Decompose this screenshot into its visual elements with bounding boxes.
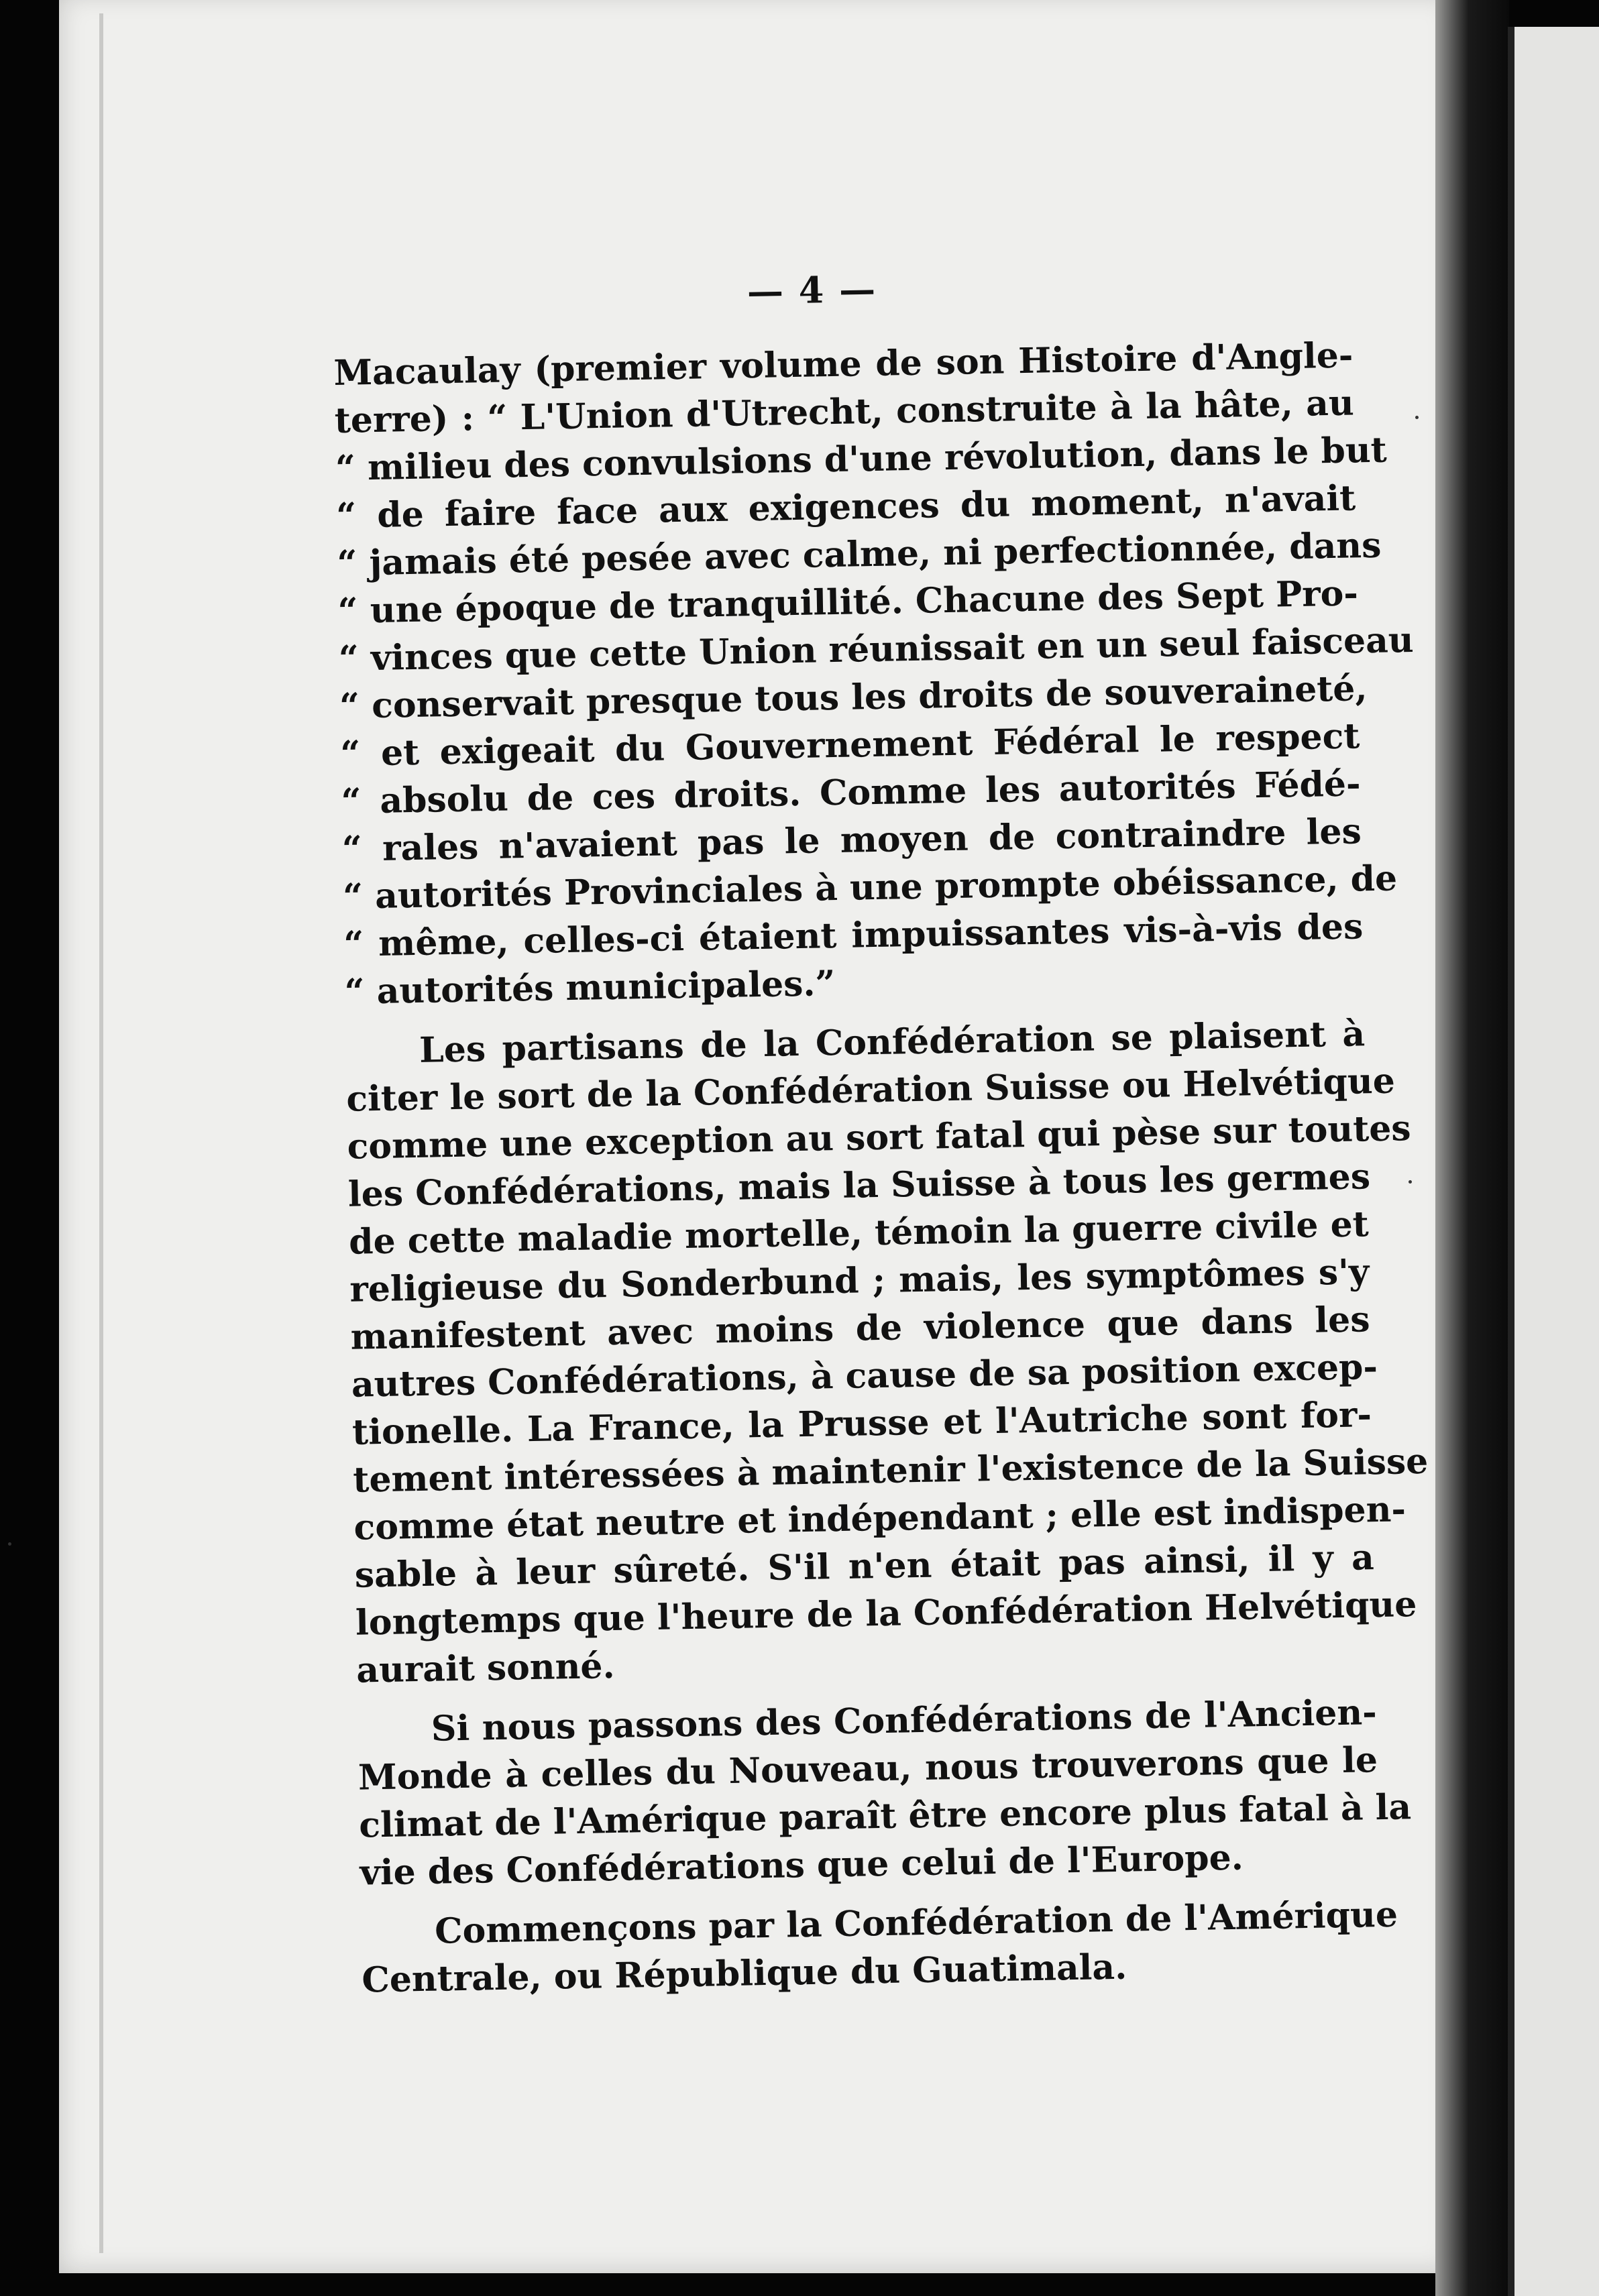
adjacent-page-sliver — [1508, 27, 1599, 2296]
text-line: tionelle. La France, la Prusse et l'Autriche sont for- — [351, 1394, 1372, 1453]
text-line: religieuse du Sonderbund ; mais, les symptômes s'y — [349, 1251, 1370, 1310]
text-line: “ et exigeait du Gouvernement Fédéral le respect — [339, 715, 1360, 774]
text-line: “ milieu des convulsions d'une révolution, dans le but — [335, 429, 1388, 489]
text-line: Commençons par la Confédération de l'Amérique — [434, 1894, 1398, 1952]
scan-speck — [1415, 416, 1419, 419]
text-line: citer le sort de la Confédération Suisse ou Helvétique — [345, 1060, 1396, 1120]
text-line: vie des Confédérations que celui de l'Europe. — [360, 1837, 1244, 1894]
adjacent-page-edge — [1508, 27, 1514, 2296]
text-line: “ jamais été pesée avec calme, ni perfectionnée, dans — [336, 524, 1382, 584]
page-edge-shadow — [99, 13, 103, 2253]
text-line: comme état neutre et indépendant ; elle est indispen- — [353, 1489, 1407, 1548]
text-line: autres Confédérations, à cause de sa position excep- — [351, 1346, 1378, 1405]
text-line: Les partisans de la Confédération se plaisent à — [419, 1013, 1366, 1071]
text-line: “ absolu de ces droits. Comme les autorités Fédé- — [341, 763, 1362, 822]
text-line: “ une époque de tranquillité. Chacune des Sept Pro- — [337, 573, 1359, 632]
text-line: les Confédérations, mais la Suisse à tous les germes — [347, 1156, 1371, 1215]
text-line: terre) : “ L'Union d'Utrecht, construite à la hâte, au — [334, 382, 1355, 441]
book-gutter-shadow — [1435, 0, 1509, 2296]
text-line: tement intéressées à maintenir l'existence de la Suisse — [352, 1440, 1429, 1501]
scan-speck — [8, 1542, 11, 1546]
scan-speck — [1409, 1180, 1412, 1184]
text-line: de cette maladie mortelle, témoin la guerre civile et — [348, 1204, 1370, 1263]
text-line: “ conservait presque tous les droits de souveraineté, — [339, 668, 1368, 727]
text-line: “ rales n'avaient pas le moyen de contraindre les — [341, 811, 1362, 870]
paragraph — [333, 331, 1415, 1015]
text-line: “ autorités municipales.” — [344, 963, 836, 1013]
paragraph — [345, 1010, 1429, 1694]
text-line: Centrale, ou République du Guatimala. — [361, 1946, 1127, 2001]
text-line: climat de l'Amérique paraît être encore plus fatal à la — [358, 1786, 1412, 1846]
page-text-block — [332, 257, 1429, 2016]
text-line: Si nous passons des Confédérations de l'Ancien- — [431, 1692, 1378, 1749]
paragraph — [357, 1688, 1412, 1896]
text-line: aurait sonné. — [355, 1645, 616, 1691]
text-line: “ même, celles-ci étaient impuissantes vis-à-vis des — [343, 906, 1364, 965]
text-line: “ de faire face aux exigences du moment, n'avait — [335, 477, 1356, 536]
text-line: Macaulay (premier volume de son Histoire d'Angle- — [333, 335, 1354, 394]
text-line: manifestent avec moins de violence que dans les — [350, 1299, 1370, 1358]
body-text — [333, 331, 1429, 2004]
text-line: Monde à celles du Nouveau, nous trouverons que le — [357, 1739, 1378, 1798]
text-line: “ autorités Provinciales à une prompte obéissance, de — [342, 858, 1398, 917]
text-line: sable à leur sûreté. S'il n'en était pas ainsi, il y a — [354, 1537, 1375, 1596]
text-line: comme une exception au sort fatal qui pèse sur toutes — [347, 1108, 1412, 1167]
page-number: — 4 — — [747, 267, 877, 313]
text-line: longtemps que l'heure de la Confédération Helvétique — [355, 1584, 1417, 1644]
paragraph — [361, 1891, 1398, 2004]
text-line: “ vinces que cette Union réunissait en un seul faisceau — [338, 619, 1415, 679]
